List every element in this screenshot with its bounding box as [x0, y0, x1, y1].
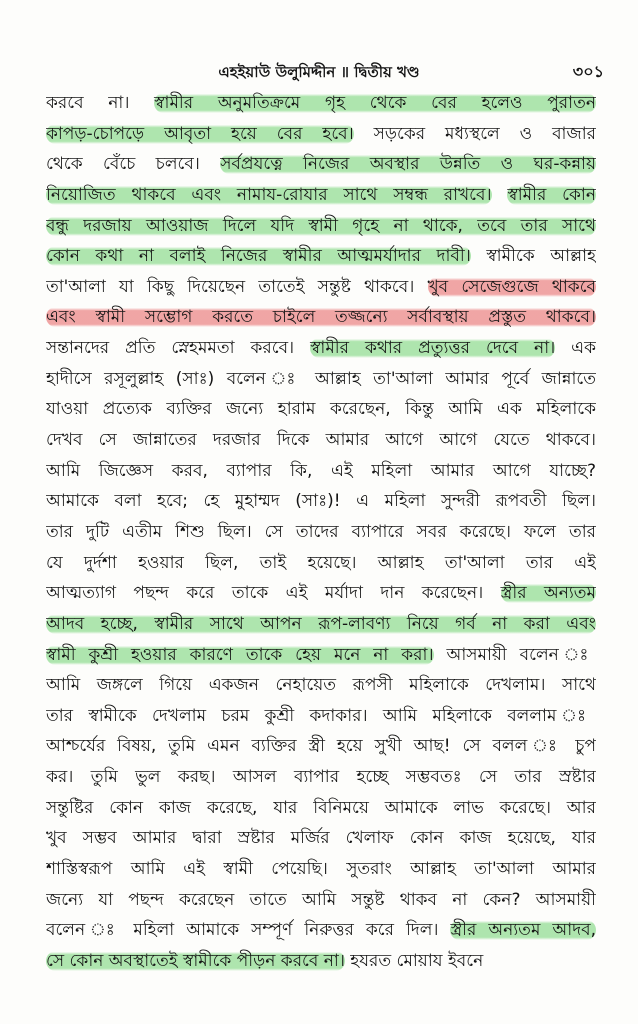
text-line — [46, 517, 596, 548]
text-segment: শাস্তিস্বরূপ আমি এই স্বামী পেয়েছি। সুতরাং আল্লাহ তা'আলা আমার — [46, 859, 596, 880]
text-segment: হযরত মোয়ায ইবনে — [344, 950, 484, 971]
text-line — [46, 915, 596, 946]
text-line — [46, 149, 596, 180]
text-line — [46, 486, 596, 517]
highlighted-text-red: এবং স্বামী সম্ভোগ করতে চাইলে তজ্জন্যে সর্বাবস্থায় প্রস্তুত থাকবে। — [46, 307, 596, 328]
text-line — [46, 211, 596, 242]
highlighted-text-green: সর্বপ্রযত্নে নিজের অবস্থার উন্নতি ও ঘর-কন্নায় — [220, 154, 596, 175]
highlighted-text-green: সে কোন অবস্থাতেই স্বামীকে পীড়ন করবে না। — [46, 950, 345, 971]
text-segment: এক — [555, 338, 596, 359]
highlighted-text-green: স্বামী কুশ্রী হওয়ার কারণে তাকে হেয় মনে না করা। — [46, 644, 434, 665]
page-number: ৩০১ — [572, 62, 604, 81]
text-line — [46, 640, 596, 671]
text-line — [46, 793, 596, 824]
text-line — [46, 823, 596, 854]
text-line — [46, 119, 596, 150]
highlighted-text-red: খুব সেজেগুজে থাকবে — [427, 276, 596, 297]
text-line — [46, 180, 596, 211]
highlighted-text-green: স্ত্রীর অন্যতম আদব, — [450, 920, 596, 941]
text-segment: আমি জঙ্গলে গিয়ে একজন নেহায়েত রূপসী মহিলাকে দেখলাম। সাথে — [46, 675, 596, 696]
text-segment: দেখব সে জান্নাতের দরজার দিকে আমার আগে আগে যেতে থাকবে। — [46, 430, 596, 451]
highlighted-text-green: স্বামীর কথার প্রত্যুত্তর দেবে না। — [310, 338, 556, 359]
text-segment: সড়কের মধ্যস্থলে ও বাজার — [353, 123, 596, 144]
text-line — [46, 88, 596, 119]
text-segment: তার স্বামীকে দেখলাম চরম কুশ্রী কদাকার। আমি মহিলাকে বললাম ঃ — [46, 705, 596, 726]
text-segment: জন্যে যা পছন্দ করেছেন তাতে আমি সন্তুষ্ট থাকব না কেন? আসমায়ী — [46, 889, 596, 910]
text-segment: যাওয়া প্রত্যেক ব্যক্তির জন্যে হারাম করেছেন, কিন্তু আমি এক মহিলাকে — [46, 399, 596, 420]
text-line — [46, 885, 596, 916]
highlighted-text-green: আদব হচ্ছে, স্বামীর সাথে আপন রূপ-লাবণ্য নিয়ে গর্ব না করা এবং — [46, 613, 596, 634]
text-segment: করবে না। — [46, 93, 155, 113]
text-line — [46, 456, 596, 487]
text-segment: তার দুটি এতীম শিশু ছিল। সে তাদের ব্যাপারে সবর করেছে। ফলে তার — [46, 521, 596, 542]
text-segment: বলেন ঃ মহিলা আমাকে সম্পূর্ণ নিরুত্তর করে দিল। — [46, 920, 451, 941]
text-line — [46, 241, 596, 272]
text-segment: আমি জিজ্ঞেস করব, ব্যাপার কি, এই মহিলা আমার আগে যাচ্ছে? — [46, 460, 596, 481]
text-segment: আসমায়ী বলেন ঃ — [433, 644, 596, 665]
text-segment: সন্তানদের প্রতি স্নেহমমতা করবে। — [46, 338, 311, 359]
text-segment: যে দুর্দশা হওয়ার ছিল, তাই হয়েছে। আল্লাহ তা'আলা তার এই — [46, 552, 596, 573]
text-line — [46, 578, 596, 609]
text-line — [46, 394, 596, 425]
text-segment: স্বামীকে আল্লাহ — [470, 246, 596, 267]
text-line — [46, 609, 596, 640]
text-line — [46, 272, 596, 303]
text-line — [46, 548, 596, 579]
body-text — [46, 88, 596, 977]
highlighted-text-green: নিয়োজিত থাকবে এবং নামায-রোযার সাথে সম্বন্ধ রাখবে। — [46, 184, 492, 205]
book-title-header: এহইয়াউ উলুমিদ্দীন ॥ দ্বিতীয় খণ্ড — [218, 63, 420, 81]
text-line — [46, 670, 596, 701]
text-line — [46, 946, 596, 977]
text-segment: কর। তুমি ভুল করছ। আসল ব্যাপার হচ্ছে সম্ভবতঃ সে তার স্রষ্টার — [46, 767, 596, 788]
highlighted-text-green: বন্ধু দরজায় আওয়াজ দিলে যদি স্বামী গৃহে না থাকে, তবে তার সাথে — [46, 215, 596, 236]
text-line — [46, 302, 596, 333]
highlighted-text-green: কাপড়-চোপড়ে আবৃতা হয়ে বের হবে। — [46, 123, 354, 144]
highlighted-text-green: কোন কথা না বলাই নিজের স্বামীর আত্মমর্যাদার দাবী। — [46, 246, 471, 267]
text-line — [46, 854, 596, 885]
text-segment — [492, 185, 508, 205]
text-segment: আমাকে বলা হবে; হে মুহাম্মদ (সাঃ)! এ মহিলা সুন্দরী রূপবতী ছিল। — [46, 491, 596, 512]
text-segment: সন্তুষ্টির কোন কাজ করেছে, যার বিনিময়ে আমাকে লাভ করেছে। আর — [46, 797, 596, 818]
text-line — [46, 333, 596, 364]
running-header — [0, 58, 638, 86]
text-segment: হাদীসে রসূলুল্লাহ (সাঃ) বলেন ঃ আল্লাহ তা'আলা আমার পূর্বে জান্নাতে — [46, 368, 596, 389]
text-line — [46, 701, 596, 732]
highlighted-text-green: স্বামীর অনুমতিক্রমে গৃহ থেকে বের হলেও পুরাতন — [154, 93, 596, 113]
text-segment: খুব সম্ভব আমার দ্বারা স্রষ্টার মর্জির খেলাফ কোন কাজ হয়েছে, যার — [46, 828, 596, 849]
text-segment: থেকে বেঁচে চলবে। — [46, 154, 221, 175]
highlighted-text-green: স্ত্রীর অন্যতম — [500, 583, 596, 604]
text-line — [46, 762, 596, 793]
text-segment: আশ্চর্যের বিষয়, তুমি এমন ব্যক্তির স্ত্রী হয়ে সুখী আছ! সে বলল ঃ চুপ — [46, 736, 596, 757]
text-line — [46, 425, 596, 456]
text-segment: আত্মত্যাগ পছন্দ করে তাকে এই মর্যাদা দান করেছেন। — [46, 583, 501, 604]
text-line — [46, 364, 596, 395]
text-line — [46, 731, 596, 762]
text-segment: তা'আলা যা কিছু দিয়েছেন তাতেই সন্তুষ্ট থাকবে। — [46, 276, 428, 297]
highlighted-text-green: স্বামীর কোন — [507, 184, 596, 205]
